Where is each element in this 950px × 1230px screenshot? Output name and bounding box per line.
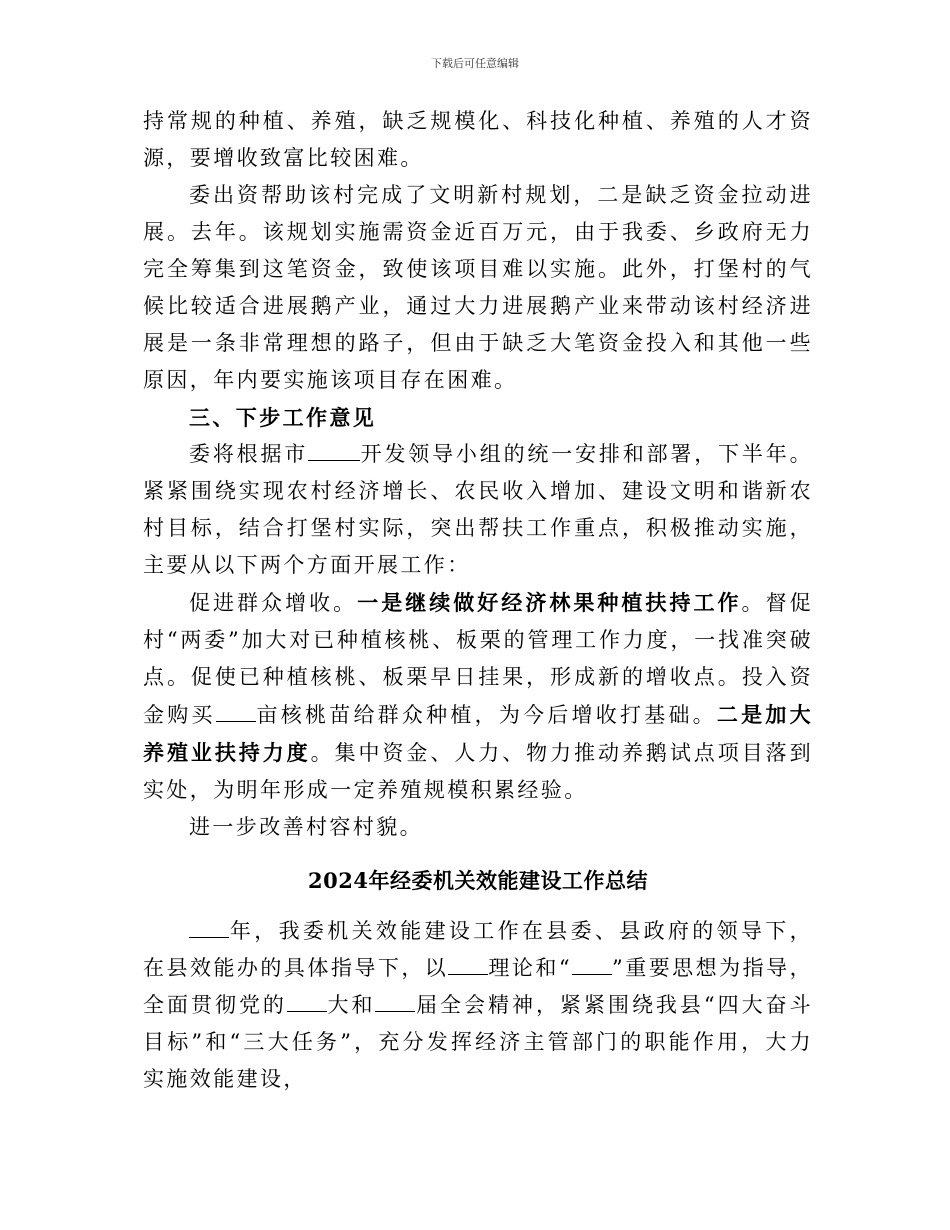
paragraph-4-part-f: 。集中资金、人力、物力推动养鹅试点项目落到实处，为明年形成一定养殖规模积累经验。 (143, 741, 813, 802)
paragraph-4-part-c: 。督促村“两委”加大对已种植核桃、板栗的管理工作力度，一找准突破点。促使已种植核桃、板栗早日挂果，形成新的增收点。投入资金购买 (143, 591, 813, 727)
paragraph-4-bold-1: 一是继续做好经济林果种植扶持工作 (357, 590, 742, 615)
blank-line (287, 989, 327, 1012)
paragraph-5: 进一步改善村容村貌。 (189, 815, 423, 839)
paragraph-3-part-a: 委将根据市 (189, 442, 309, 466)
blank-line (572, 952, 612, 975)
document-body (143, 103, 813, 1098)
paragraph-4-part-d: 亩核桃苗给群众种植，为今后增收打基础。 (255, 703, 717, 727)
paragraph-6-part-3: ”重要思想为指导，全面贯彻党的 (143, 956, 813, 1017)
blank-line (375, 989, 415, 1012)
paragraph-2: 委出资帮助该村完成了文明新村规划，二是缺乏资金拉动进展。去年。该规划实施需资金近百万元，由于我委、乡政府无力完全筹集到这笔资金，致使该项目难以实施。此外，打堡村的气候比较适合进展鹅产业，通过大力进展鹅产业来带动该村经济进展是一条非常理想的路子，但由于缺乏大笔资金投入和其他一些原因，年内要实施该项目存在困难。 (143, 183, 813, 392)
paragraph-6-part-4: 大和 (326, 993, 376, 1017)
paragraph-4-bold-2: 二是加大养殖业扶持力度 (143, 702, 813, 765)
paragraph-4 (143, 584, 813, 809)
paragraph-6-part-5: 届全会精神，紧紧围绕我县“四大奋斗目标”和“三大任务”，充分发挥经济主管部门的职能作用，大力实施效能建设， (143, 993, 813, 1091)
paragraph-1: 持常规的种植、养殖，缺乏规模化、科技化种植、养殖的人才资源，要增收致富比较困难。 (143, 109, 813, 170)
paragraph-3-part-b: 开发领导小组的统一安排和部署，下半年。紧紧围绕实现农村经济增长、农民收入增加、建设文明和谐新农村目标，结合打堡村实际，突出帮扶工作重点，积极推动实施，主要从以下两个方面开展工作： (143, 442, 813, 577)
blank-line (189, 915, 229, 938)
paragraph-6 (143, 913, 813, 1098)
blank-line (216, 699, 256, 722)
document-title: 2024年经委机关效能建设工作总结 (308, 868, 648, 893)
paragraph-4-part-a: 促进群众增收。 (189, 591, 358, 615)
paragraph-6-part-2: 理论和“ (488, 956, 572, 980)
blank-line (308, 438, 360, 461)
section-heading: 三、下步工作意见 (189, 405, 377, 430)
page-header-note: 下载后可任意编辑 (431, 57, 519, 70)
paragraph-3 (143, 436, 813, 584)
paragraph-6-part-1: 年，我委机关效能建设工作在县委、县政府的领导下，在县效能办的具体指导下，以 (143, 919, 813, 980)
blank-line (448, 952, 488, 975)
